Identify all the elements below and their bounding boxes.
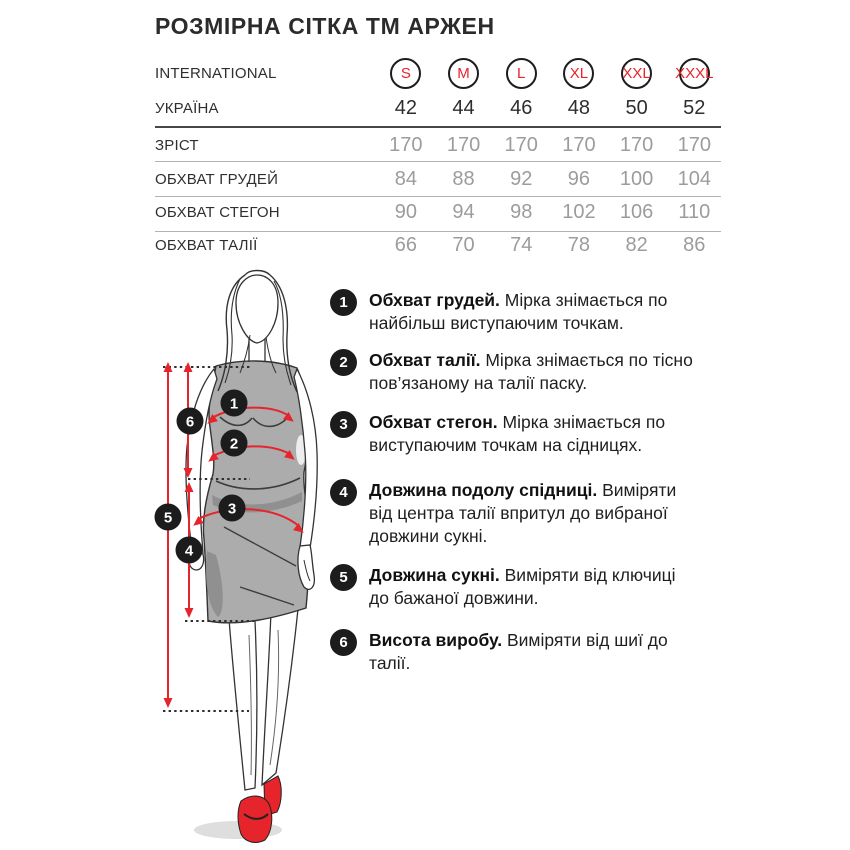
marker-6 [177, 408, 204, 435]
row-label: УКРАЇНА [155, 99, 219, 117]
size-label: L [517, 64, 526, 82]
measurement-figure-illustration [150, 265, 335, 850]
table-divider [155, 231, 721, 232]
marker-2 [221, 430, 248, 457]
table-row-hips [155, 200, 724, 224]
measure-value-cell: 170 [446, 133, 481, 156]
measure-value-cell: 90 [394, 200, 417, 223]
size-circle [563, 58, 594, 89]
legend-item-waist [330, 349, 722, 395]
svg-text:2: 2 [229, 435, 239, 453]
size-circle [390, 58, 421, 89]
legend-text [369, 479, 699, 548]
legend-item-dress-length [330, 564, 722, 610]
legend-text [369, 349, 699, 395]
size-circle [448, 58, 479, 89]
size-circle [621, 58, 652, 89]
measure-value-cell: 66 [394, 234, 417, 256]
row-label: ОБХВАТ ТАЛІЇ [155, 237, 258, 254]
size-label: S [400, 64, 411, 82]
measure-value-cell: 86 [683, 234, 706, 256]
legend-text [369, 629, 699, 675]
table-divider [155, 126, 721, 128]
size-value-cell: 46 [510, 96, 533, 119]
table-divider [155, 161, 721, 162]
legend-desc: Мірка знімається по найбільш виступаючим точкам. [369, 290, 668, 333]
legend-desc: Мірка знімається по тісно пов’язаному на талії паску. [369, 350, 693, 393]
legend-number-badge: 2 [330, 349, 357, 376]
measure-value-cell: 98 [510, 200, 533, 223]
legend-desc: Виміряти від центра талії впритул до вибраної довжини сукні. [369, 480, 677, 546]
legend-text [369, 564, 699, 610]
measure-value-cell: 170 [562, 133, 596, 156]
measure-value-cell: 78 [567, 234, 591, 256]
size-circle [675, 58, 714, 89]
legend-desc: Виміряти від шиї до талії. [369, 630, 668, 673]
table-row-waist [155, 233, 724, 258]
size-value-cell: 42 [394, 96, 417, 119]
size-label: XXXL [675, 64, 714, 82]
size-label: XL [569, 64, 589, 82]
svg-text:3: 3 [227, 500, 237, 518]
legend-item-product-height [330, 629, 722, 675]
legend-term: Довжина сукні. [369, 565, 500, 585]
measure-value-cell: 74 [510, 234, 533, 256]
measure-value-cell: 170 [389, 133, 423, 156]
page-title: РОЗМІРНА СІТКА ТМ АРЖЕН [155, 13, 495, 39]
row-label: ЗРІСТ [155, 136, 199, 154]
row-label: ОБХВАТ ГРУДЕЙ [155, 171, 279, 188]
legend-desc: Мірка знімається по виступаючим точкам на сідницях. [369, 412, 666, 455]
table-row-bust [155, 167, 724, 192]
measure-value-cell: 170 [619, 133, 654, 156]
table-row-international [155, 56, 724, 90]
measure-value-cell: 70 [452, 234, 475, 256]
legend-item-skirt-length [330, 479, 722, 548]
measure-value-cell: 88 [452, 168, 475, 190]
measure-value-cell: 94 [452, 200, 475, 223]
svg-text:1: 1 [229, 395, 239, 413]
marker-3 [219, 495, 246, 522]
table-row-height [155, 133, 724, 157]
legend-desc: Виміряти від ключиці до бажаної довжини. [369, 565, 676, 608]
size-circle [506, 58, 537, 89]
figure-dress [203, 361, 311, 623]
marker-4 [176, 537, 203, 564]
legend-number-badge: 6 [330, 629, 357, 656]
svg-text:5: 5 [163, 509, 173, 527]
measure-value-cell: 170 [677, 133, 711, 156]
legend-term: Довжина подолу спідниці. [369, 480, 598, 500]
legend-term: Висота виробу. [369, 630, 503, 650]
size-value-cell: 44 [452, 96, 475, 119]
measure-value-cell: 102 [562, 200, 596, 223]
size-label: XXL [622, 64, 651, 82]
table-row-ukraine [155, 96, 724, 120]
legend-item-bust [330, 289, 722, 335]
measure-value-cell: 170 [504, 133, 538, 156]
svg-text:4: 4 [184, 542, 194, 560]
legend-term: Обхват талії. [369, 350, 481, 370]
legend-text [369, 289, 699, 335]
size-value-cell: 50 [625, 96, 648, 119]
figure-legs [229, 609, 298, 790]
legend-number-badge: 4 [330, 479, 357, 506]
measure-value-cell: 96 [567, 168, 591, 190]
legend-term: Обхват грудей. [369, 290, 500, 310]
legend-text [369, 411, 699, 457]
legend-term: Обхват стегон. [369, 412, 498, 432]
row-label: ОБХВАТ СТЕГОН [155, 203, 280, 221]
measure-value-cell: 110 [678, 200, 711, 223]
row-label: INTERNATIONAL [155, 64, 277, 82]
size-value-cell: 52 [683, 96, 706, 119]
legend-number-badge: 1 [330, 289, 357, 316]
table-divider [155, 196, 721, 197]
legend-item-hips [330, 411, 722, 457]
legend-number-badge: 3 [330, 411, 357, 438]
svg-text:6: 6 [185, 413, 195, 431]
legend-number-badge: 5 [330, 564, 357, 591]
marker-5 [155, 504, 182, 531]
measure-value-cell: 100 [619, 168, 654, 190]
measure-value-cell: 106 [619, 200, 654, 223]
measure-value-cell: 84 [394, 168, 417, 190]
measure-value-cell: 82 [625, 234, 648, 256]
measure-value-cell: 92 [510, 168, 533, 190]
size-value-cell: 48 [567, 96, 591, 119]
marker-1 [221, 390, 248, 417]
size-label: M [457, 64, 470, 82]
measure-value-cell: 104 [677, 168, 711, 190]
